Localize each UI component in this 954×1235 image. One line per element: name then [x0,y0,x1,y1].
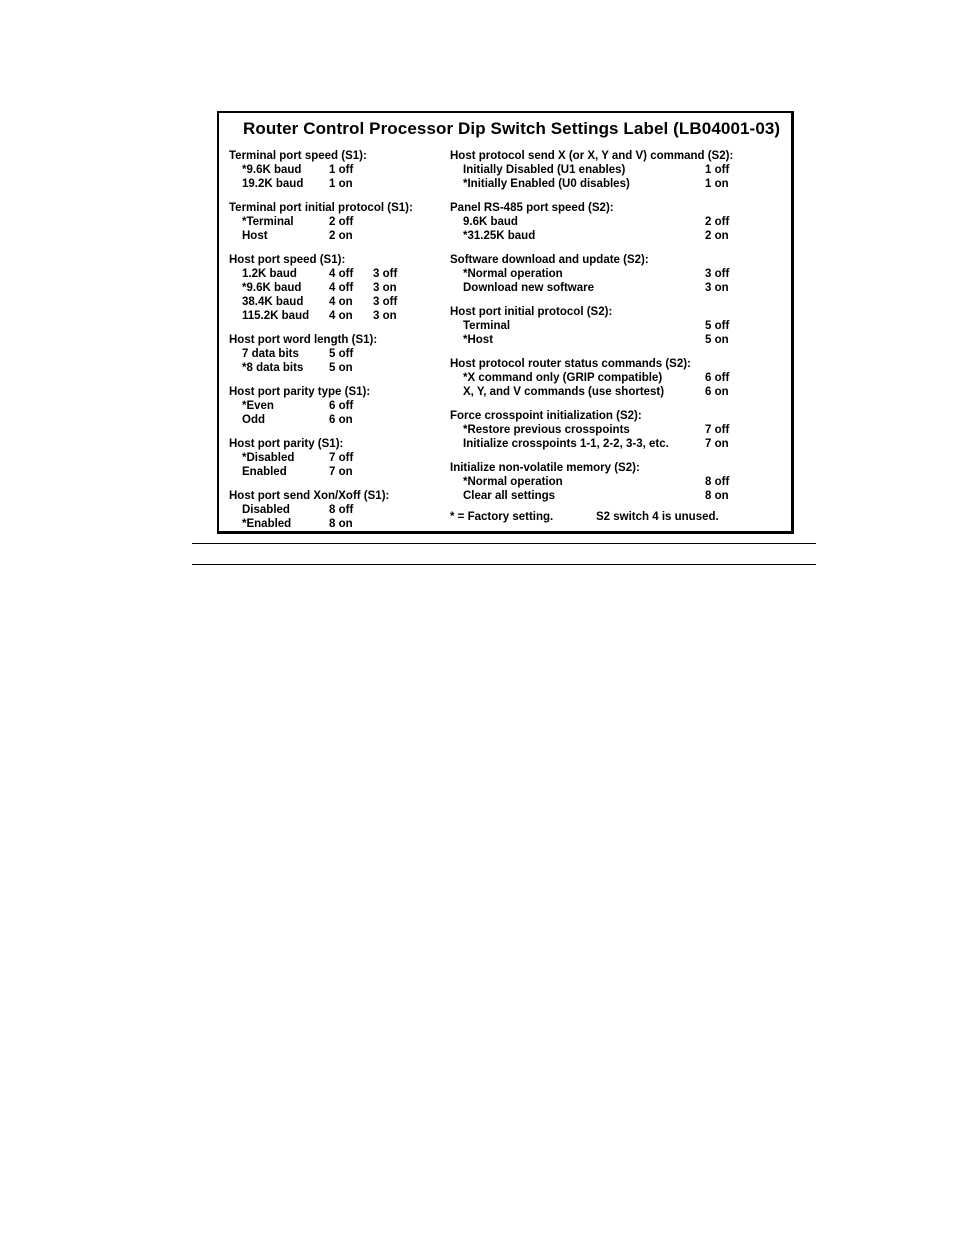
factory-setting-note: * = Factory setting. [450,511,554,523]
option-name: *Normal operation [463,476,563,488]
option-name: *Disabled [242,452,295,464]
option-name: 7 data bits [242,348,299,360]
switch-setting: 5 off [329,348,354,360]
setting-row [229,281,439,295]
label-title: Router Control Processor Dip Switch Settings Label (LB04001-03) [243,119,781,138]
setting-heading: Host protocol send X (or X, Y and V) command (S2): [450,150,734,162]
switch-setting: 4 on [329,310,353,322]
setting-row [450,385,785,399]
setting-heading: Initialize non-volatile memory (S2): [450,462,640,474]
switch-setting: 2 on [329,230,353,242]
switch-setting: 7 off [329,452,354,464]
setting-group [229,333,439,375]
option-name: *9.6K baud [242,282,302,294]
setting-heading: Host port parity (S1): [229,438,344,450]
option-name: *Enabled [242,518,292,530]
setting-row [229,229,439,243]
option-name: Terminal [463,320,511,332]
setting-group [450,357,785,399]
switch-setting: 4 off [329,268,354,280]
setting-row [229,413,439,427]
switch-setting: 1 off [705,164,730,176]
setting-group [450,201,785,243]
switch-setting: 2 on [705,230,729,242]
setting-heading: Software download and update (S2): [450,254,649,266]
option-name: Download new software [463,282,594,294]
setting-group [450,461,785,503]
setting-row [229,267,439,281]
setting-row [450,163,785,177]
option-name: Initially Disabled (U1 enables) [463,164,626,176]
setting-row [450,371,785,385]
setting-row [450,475,785,489]
option-name: *Terminal [242,216,294,228]
switch-setting-secondary: 3 off [373,268,398,280]
option-name: Host [242,230,268,242]
setting-row [450,437,785,451]
setting-group [229,201,439,243]
setting-row [450,489,785,503]
switch-setting: 7 on [329,466,353,478]
option-name: X, Y, and V commands (use shortest) [463,386,665,398]
option-name: *X command only (GRIP compatible) [463,372,663,384]
switch-setting: 4 off [329,282,354,294]
setting-row [229,399,439,413]
option-name: *Normal operation [463,268,563,280]
setting-group [229,253,439,323]
switch-setting-secondary: 3 on [373,282,397,294]
setting-row [450,319,785,333]
option-name: 19.2K baud [242,178,304,190]
option-name: *Host [463,334,494,346]
switch-setting-secondary: 3 off [373,296,398,308]
option-name: *Initially Enabled (U0 disables) [463,178,630,190]
setting-row [450,281,785,295]
switch-setting: 6 on [705,386,729,398]
switch-setting: 1 on [329,178,353,190]
switch-setting: 3 off [705,268,730,280]
setting-group [229,385,439,427]
label-footer [450,510,785,524]
setting-heading: Host port word length (S1): [229,334,378,346]
switch-setting: 8 off [705,476,730,488]
option-name: *31.25K baud [463,230,536,242]
switch-setting: 6 on [329,414,353,426]
setting-row [450,215,785,229]
setting-row [229,163,439,177]
switch-setting: 4 on [329,296,353,308]
setting-heading: Host protocol router status commands (S2): [450,358,691,370]
setting-row [450,177,785,191]
setting-row [229,177,439,191]
option-name: 9.6K baud [463,216,518,228]
setting-group [229,489,439,531]
switch-setting: 1 on [705,178,729,190]
setting-group [450,149,785,191]
setting-row [229,215,439,229]
switch-setting: 7 on [705,438,729,450]
left-column [229,149,439,541]
setting-heading: Host port send Xon/Xoff (S1): [229,490,390,502]
setting-row [229,451,439,465]
setting-row [450,267,785,281]
setting-heading: Terminal port speed (S1): [229,150,367,162]
option-name: *8 data bits [242,362,304,374]
option-name: Disabled [242,504,290,516]
option-name: *Restore previous crosspoints [463,424,630,436]
setting-heading: Host port initial protocol (S2): [450,306,613,318]
setting-group [229,149,439,191]
setting-row [229,361,439,375]
switch-setting: 5 on [705,334,729,346]
setting-row [450,229,785,243]
option-name: 1.2K baud [242,268,297,280]
option-name: Enabled [242,466,287,478]
divider-rule [192,543,816,544]
setting-heading: Host port parity type (S1): [229,386,371,398]
switch-setting: 2 off [705,216,730,228]
setting-group [229,437,439,479]
switch-setting: 6 off [329,400,354,412]
setting-group [450,305,785,347]
option-name: *Even [242,400,274,412]
switch-setting: 1 off [329,164,354,176]
unused-switch-note: S2 switch 4 is unused. [596,511,719,523]
setting-heading: Host port speed (S1): [229,254,346,266]
setting-row [450,423,785,437]
option-name: 115.2K baud [242,310,310,322]
setting-group [450,409,785,451]
setting-heading: Force crosspoint initialization (S2): [450,410,642,422]
setting-heading: Panel RS-485 port speed (S2): [450,202,614,214]
option-name: 38.4K baud [242,296,304,308]
setting-group [450,253,785,295]
setting-row [229,295,439,309]
switch-setting: 8 on [329,518,353,530]
switch-setting: 8 on [705,490,729,502]
dip-switch-label [217,111,794,534]
divider-rule [192,564,816,565]
switch-setting: 5 on [329,362,353,374]
option-name: Odd [242,414,265,426]
switch-setting: 3 on [705,282,729,294]
switch-setting-secondary: 3 on [373,310,397,322]
switch-setting: 8 off [329,504,354,516]
switch-setting: 6 off [705,372,730,384]
switch-setting: 2 off [329,216,354,228]
option-name: *9.6K baud [242,164,302,176]
setting-heading: Terminal port initial protocol (S1): [229,202,413,214]
setting-row [229,347,439,361]
switch-setting: 7 off [705,424,730,436]
setting-row [229,517,439,531]
option-name: Initialize crosspoints 1-1, 2-2, 3-3, etc. [463,438,669,450]
setting-row [450,333,785,347]
setting-row [229,465,439,479]
right-column [450,149,785,513]
setting-row [229,309,439,323]
setting-row [229,503,439,517]
switch-setting: 5 off [705,320,730,332]
option-name: Clear all settings [463,490,556,502]
